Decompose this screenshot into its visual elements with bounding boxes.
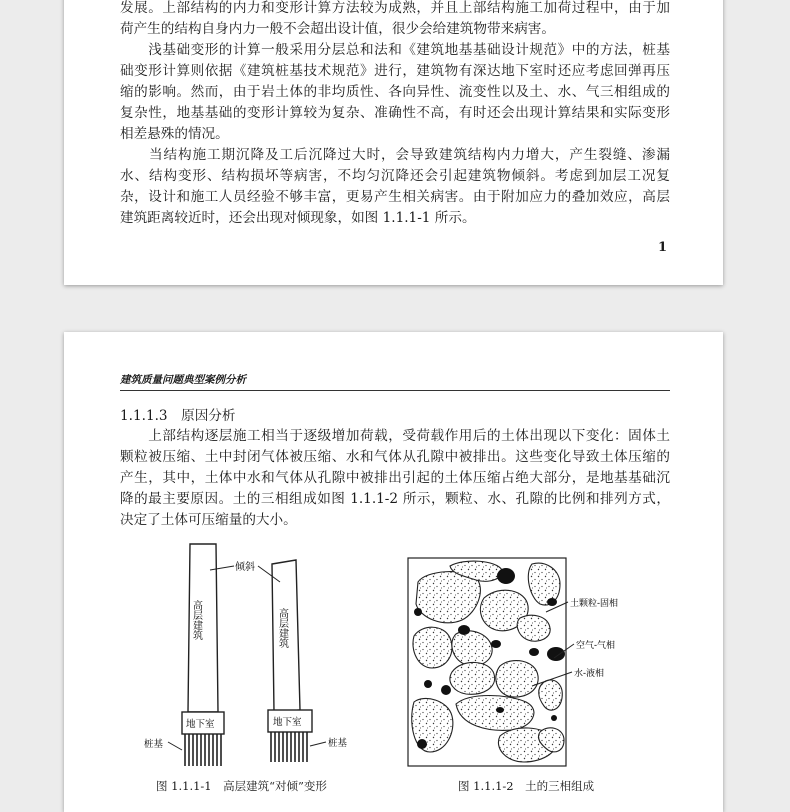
basement-label-left: 地下室 (186, 719, 215, 730)
text-line: 相差悬殊的情况。 (120, 126, 229, 142)
page-number: 1 (657, 240, 667, 255)
figure-building-tilt (134, 540, 364, 772)
solid-phase-label: 土颗粒-固相 (570, 599, 619, 609)
text-line: 降的最主要原因。土的三相组成如图 1.1.1-2 所示，颗粒、水、孔隙的比例和排列方式， (120, 491, 670, 507)
figure-soil-phases (404, 554, 644, 772)
text-line: 上部结构逐层施工相当于逐级增加荷载，受荷载作用后的土体出现以下变化：固体土 (120, 428, 670, 444)
basement-label-right: 地下室 (273, 717, 302, 728)
text-line: 础变形计算则依据《建筑桩基技术规范》进行，建筑物有深达地下室时还应考虑回弹再压 (120, 63, 670, 79)
text-line: 水、结构变形、结构损坏等病害，不均匀沉降还会引起建筑物倾斜。考虑到加层工况复 (120, 168, 670, 184)
figure2-caption: 图 1.1.1-2 土的三相组成 (458, 779, 595, 793)
section-heading: 1.1.1.3 原因分析 (120, 408, 236, 424)
header-divider (120, 390, 670, 391)
text-line: 发展。上部结构的内力和变形计算方法较为成熟，并且上部结构施工加荷过程中，由于加 (120, 0, 670, 16)
text-line: 浅基础变形的计算一般采用分层总和法和《建筑地基基础设计规范》中的方法，桩基 (120, 42, 670, 58)
text-line: 颗粒被压缩、土中封闭气体被压缩、水和气体从孔隙中被排出。这些变化导致土体压缩的 (120, 449, 670, 465)
page1-body-text (120, 0, 670, 229)
pile-leader-right (310, 742, 326, 746)
figure1-caption: 图 1.1.1-1 高层建筑“对倾”变形 (156, 779, 327, 793)
building-label-left: 高层建筑 (190, 600, 202, 640)
running-header: 建筑质量问题典型案例分析 (120, 374, 246, 386)
document-page-2 (64, 332, 723, 812)
gas-phase-label: 空气-气相 (576, 641, 616, 651)
pile-label-left: 桩基 (144, 739, 164, 750)
text-line: 决定了土体可压缩量的大小。 (120, 512, 297, 528)
liquid-phase-label: 水-液相 (574, 669, 605, 679)
pile-label-right: 桩基 (328, 738, 348, 749)
text-line: 荷产生的结构自身内力一般不会超出设计值，很少会给建筑物带来病害。 (120, 21, 555, 37)
document-page-1 (64, 0, 723, 285)
left-pile-group (185, 734, 221, 766)
text-line: 杂，设计和施工人员经验不够丰富，更易产生相关病害。由于附加应力的叠加效应，高层 (120, 189, 670, 205)
text-line: 缩的影响。然而，由于岩土体的非均质性、各向异性、流变性以及土、水、气三相组成的 (120, 84, 670, 100)
text-line: 产生，其中，土体中水和气体从孔隙中被排出引起的土体压缩占绝大部分，是地基基础沉 (120, 470, 670, 486)
pile-leader-left (168, 742, 182, 750)
text-line: 建筑距离较近时，还会出现对倾现象，如图 1.1.1-1 所示。 (120, 210, 476, 226)
text-line: 当结构施工期沉降及工后沉降过大时，会导致建筑结构内力增大，产生裂缝、渗漏 (120, 147, 670, 163)
right-pile-group (271, 732, 307, 762)
tilt-label: 倾斜 (235, 562, 255, 573)
text-line: 复杂性，地基基础的变形计算较为复杂、准确性不高，有时还会出现计算结果和实际变形 (120, 105, 670, 121)
page2-body-text (120, 426, 670, 531)
building-label-right: 高层建筑 (276, 608, 288, 648)
